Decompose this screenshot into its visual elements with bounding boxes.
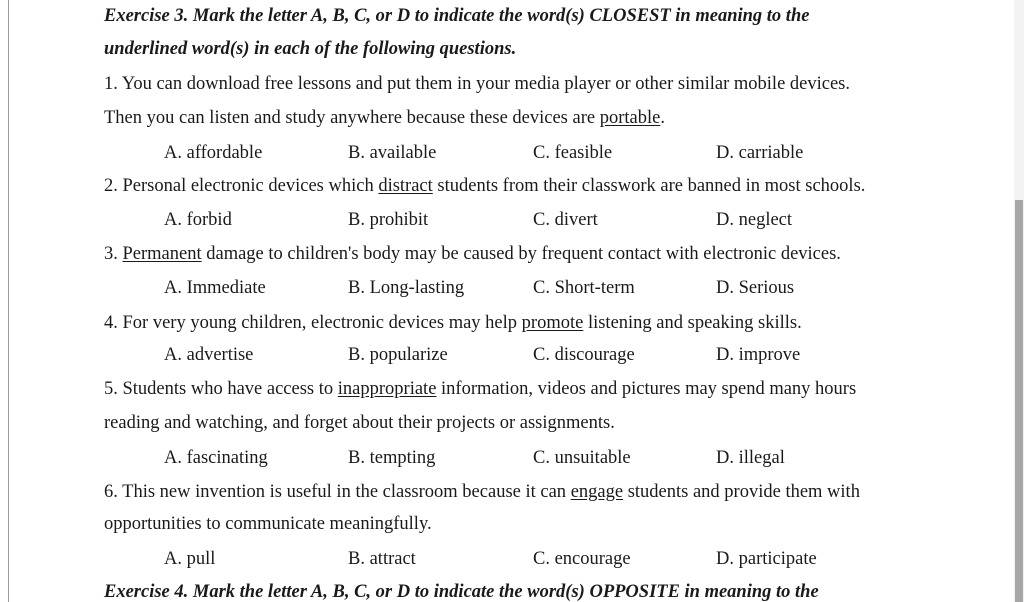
question-1-underlined-word: portable bbox=[599, 108, 661, 128]
question-6-option-c: C. encourage bbox=[533, 549, 631, 569]
question-3-option-c: C. Short-term bbox=[533, 278, 635, 298]
question-6-text: 6. This new invention is useful in the classroom because it can bbox=[104, 482, 571, 502]
question-1-text: Then you can listen and study anywhere because these devices are bbox=[104, 108, 600, 128]
question-4-option-c: C. discourage bbox=[533, 345, 635, 365]
question-5-option-c: C. unsuitable bbox=[533, 448, 631, 468]
question-5-underlined-word: inappropriate bbox=[337, 379, 437, 399]
exercise-3-heading-line-1: Exercise 3. Mark the letter A, B, C, or D to indicate the word(s) CLOSEST in meaning to the bbox=[104, 6, 810, 26]
question-3-underlined-word: Permanent bbox=[122, 244, 202, 264]
question-4-line bbox=[104, 312, 802, 334]
question-3-option-b: B. Long-lasting bbox=[348, 278, 465, 298]
question-2-option-b: B. prohibit bbox=[348, 210, 429, 230]
question-6-text-end: students and provide them with bbox=[623, 482, 860, 502]
question-2-text: 2. Personal electronic devices which bbox=[104, 176, 379, 196]
question-1-line-2 bbox=[104, 107, 665, 129]
question-5-option-a: A. fascinating bbox=[164, 448, 268, 468]
question-4-option-a: A. advertise bbox=[164, 345, 254, 365]
exercise-3-heading-line-2: underlined word(s) in each of the following questions. bbox=[104, 39, 517, 59]
question-1-option-a: A. affordable bbox=[164, 143, 263, 163]
question-5-text-end: information, videos and pictures may spend many hours bbox=[436, 379, 857, 399]
question-1-option-b: B. available bbox=[348, 143, 437, 163]
question-3-line bbox=[104, 243, 841, 265]
question-4-text: 4. For very young children, electronic devices may help bbox=[104, 313, 522, 333]
question-5-option-d: D. illegal bbox=[716, 448, 785, 468]
question-2-option-a: A. forbid bbox=[164, 210, 232, 230]
question-4-text-end: listening and speaking skills. bbox=[583, 313, 802, 333]
question-6-line-1 bbox=[104, 481, 860, 503]
question-2-option-c: C. divert bbox=[533, 210, 598, 230]
vertical-scrollbar-track[interactable] bbox=[1014, 0, 1024, 602]
page-left-border bbox=[8, 0, 9, 602]
question-4-option-d: D. improve bbox=[716, 345, 801, 365]
question-1-line-1: 1. You can download free lessons and put them in your media player or other similar mobile devices. bbox=[104, 74, 850, 94]
question-5-line-2: reading and watching, and forget about their projects or assignments. bbox=[104, 413, 615, 433]
question-2-line bbox=[104, 175, 865, 197]
question-1-option-c: C. feasible bbox=[533, 143, 613, 163]
question-6-option-a: A. pull bbox=[164, 549, 216, 569]
question-1-option-d: D. carriable bbox=[716, 143, 804, 163]
question-6-underlined-word: engage bbox=[570, 482, 624, 502]
question-6-line-2: opportunities to communicate meaningfully. bbox=[104, 514, 432, 534]
question-3-option-a: A. Immediate bbox=[164, 278, 266, 298]
question-5-option-b: B. tempting bbox=[348, 448, 436, 468]
question-3-option-d: D. Serious bbox=[716, 278, 795, 298]
exercise-4-heading-line-1: Exercise 4. Mark the letter A, B, C, or D to indicate the word(s) OPPOSITE in meaning to the bbox=[104, 582, 819, 602]
question-1-text-end: . bbox=[660, 108, 665, 128]
question-4-underlined-word: promote bbox=[521, 313, 584, 333]
question-2-underlined-word: distract bbox=[378, 176, 433, 196]
question-2-text-end: students from their classwork are banned in most schools. bbox=[432, 176, 866, 196]
question-3-text-end: damage to children's body may be caused by frequent contact with electronic devices. bbox=[201, 244, 841, 264]
question-6-option-d: D. participate bbox=[716, 549, 817, 569]
vertical-scrollbar-thumb[interactable] bbox=[1015, 200, 1023, 602]
question-5-text: 5. Students who have access to bbox=[104, 379, 338, 399]
question-5-line-1 bbox=[104, 378, 856, 400]
question-4-option-b: B. popularize bbox=[348, 345, 448, 365]
question-6-option-b: B. attract bbox=[348, 549, 416, 569]
question-2-option-d: D. neglect bbox=[716, 210, 793, 230]
question-3-text: 3. bbox=[104, 244, 123, 264]
